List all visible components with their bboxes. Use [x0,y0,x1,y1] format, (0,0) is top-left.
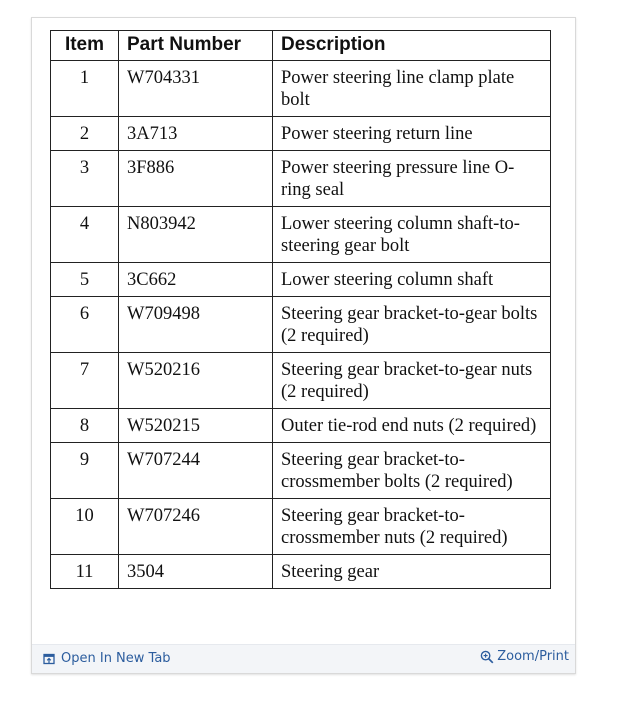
header-description: Description [273,31,551,61]
table-row [51,263,551,297]
cell-item: 10 [51,499,119,555]
table-row [51,443,551,499]
cell-description: Steering gear bracket-to-crossmember bolts (2 required) [273,443,551,499]
cell-part-number: W704331 [119,61,273,117]
cell-part-number: W707244 [119,443,273,499]
table-row [51,207,551,263]
table-body [51,61,551,589]
cell-part-number: W520216 [119,353,273,409]
cell-description: Power steering pressure line O-ring seal [273,151,551,207]
cell-item: 4 [51,207,119,263]
table-row [51,151,551,207]
cell-item: 11 [51,555,119,589]
cell-part-number: N803942 [119,207,273,263]
zoom-print-link[interactable] [480,649,569,664]
cell-part-number: W707246 [119,499,273,555]
table-header-row [51,31,551,61]
open-in-new-tab-link[interactable] [43,651,171,666]
table-row [51,353,551,409]
header-item: Item [51,31,119,61]
table-row [51,117,551,151]
cell-item: 2 [51,117,119,151]
cell-item: 9 [51,443,119,499]
cell-description: Power steering line clamp plate bolt [273,61,551,117]
cell-description: Power steering return line [273,117,551,151]
cell-item: 7 [51,353,119,409]
cell-item: 8 [51,409,119,443]
figure-card [31,17,576,674]
card-footer [32,644,575,673]
zoom-print-label: Zoom/Print [497,649,569,664]
cell-item: 1 [51,61,119,117]
cell-part-number: W709498 [119,297,273,353]
table-row [51,499,551,555]
cell-description: Lower steering column shaft [273,263,551,297]
cell-part-number: 3C662 [119,263,273,297]
zoom-magnifier-icon [480,650,494,664]
cell-item: 5 [51,263,119,297]
open-in-new-tab-label: Open In New Tab [61,651,171,666]
table-row [51,297,551,353]
table-row [51,555,551,589]
table-row [51,409,551,443]
table-row [51,61,551,117]
cell-description: Steering gear [273,555,551,589]
cell-part-number: 3504 [119,555,273,589]
parts-table [50,30,551,589]
cell-description: Steering gear bracket-to-gear bolts (2 required) [273,297,551,353]
cell-description: Steering gear bracket-to-gear nuts (2 required) [273,353,551,409]
cell-part-number: 3A713 [119,117,273,151]
open-in-new-tab-icon [43,653,55,665]
cell-item: 6 [51,297,119,353]
cell-description: Lower steering column shaft-to-steering gear bolt [273,207,551,263]
cell-part-number: W520215 [119,409,273,443]
cell-description: Outer tie-rod end nuts (2 required) [273,409,551,443]
cell-item: 3 [51,151,119,207]
cell-part-number: 3F886 [119,151,273,207]
header-part-number: Part Number [119,31,273,61]
cell-description: Steering gear bracket-to-crossmember nuts (2 required) [273,499,551,555]
